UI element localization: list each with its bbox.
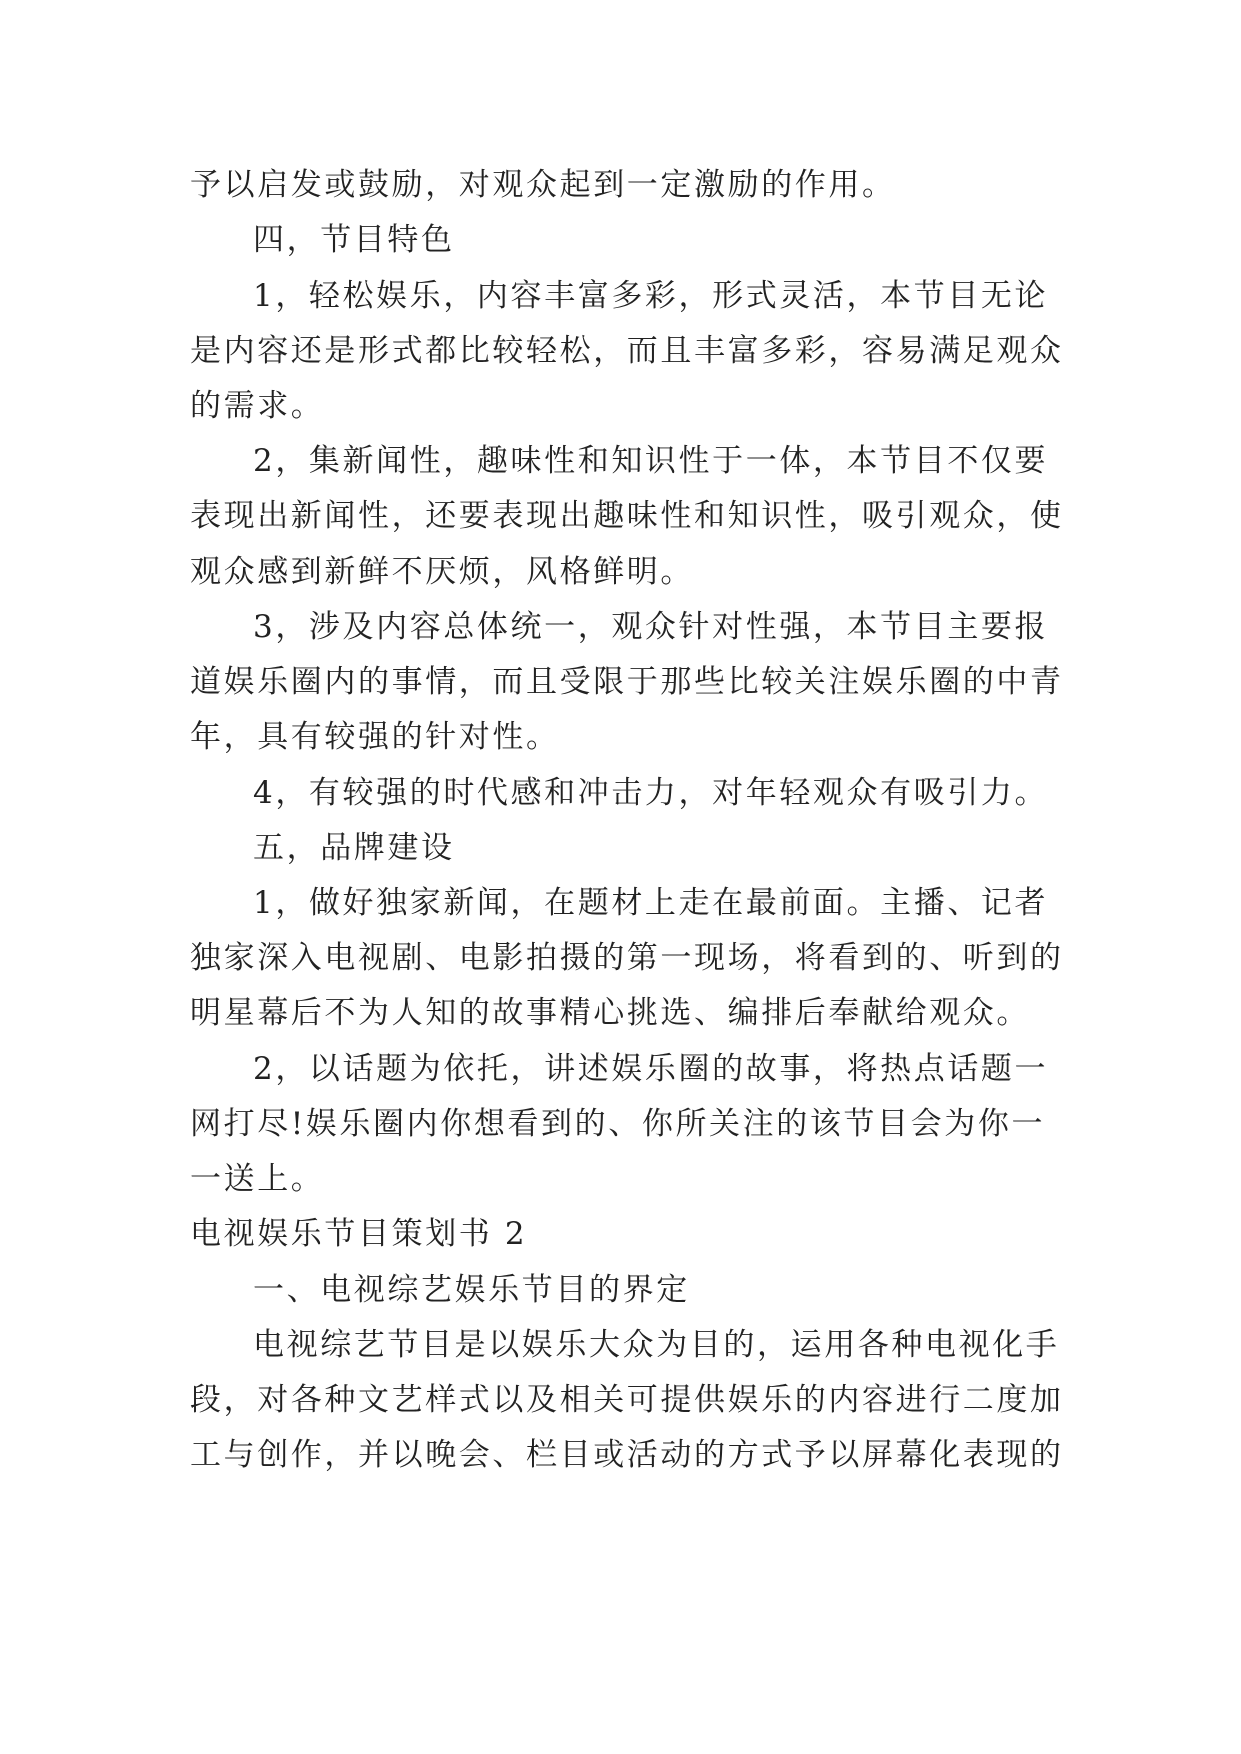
paragraph-line: 4，有较强的时代感和冲击力，对年轻观众有吸引力。 bbox=[253, 775, 1049, 811]
paragraph-line: 道娱乐圈内的事情，而且受限于那些比较关注娱乐圈的中青 bbox=[190, 664, 1064, 700]
section-heading-definition: 一、电视综艺娱乐节目的界定 bbox=[253, 1272, 690, 1308]
paragraph-line: 予以启发或鼓励，对观众起到一定激励的作用。 bbox=[190, 167, 896, 203]
paragraph-line: 工与创作，并以晚会、栏目或活动的方式予以屏幕化表现的 bbox=[190, 1437, 1064, 1473]
document-title: 电视娱乐节目策划书 2 bbox=[190, 1216, 528, 1252]
paragraph-line: 网打尽!娱乐圈内你想看到的、你所关注的该节目会为你一 bbox=[190, 1106, 1046, 1142]
paragraph-line: 1，轻松娱乐，内容丰富多彩，形式灵活，本节目无论 bbox=[253, 278, 1049, 314]
paragraph-line: 一送上。 bbox=[190, 1161, 325, 1197]
paragraph-line: 独家深入电视剧、电影拍摄的第一现场，将看到的、听到的 bbox=[190, 940, 1064, 976]
paragraph-line: 表现出新闻性，还要表现出趣味性和知识性，吸引观众，使 bbox=[190, 498, 1064, 534]
paragraph-line: 是内容还是形式都比较轻松，而且丰富多彩，容易满足观众 bbox=[190, 333, 1064, 369]
paragraph-line: 3，涉及内容总体统一，观众针对性强，本节目主要报 bbox=[253, 609, 1049, 645]
paragraph-line: 2，集新闻性，趣味性和知识性于一体，本节目不仅要 bbox=[253, 443, 1049, 479]
paragraph-line: 年，具有较强的针对性。 bbox=[190, 719, 560, 755]
paragraph-line: 明星幕后不为人知的故事精心挑选、编排后奉献给观众。 bbox=[190, 995, 1030, 1031]
paragraph-line: 1，做好独家新闻，在题材上走在最前面。主播、记者 bbox=[253, 885, 1049, 921]
section-heading-brand: 五，品牌建设 bbox=[253, 830, 455, 866]
paragraph-line: 段，对各种文艺样式以及相关可提供娱乐的内容进行二度加 bbox=[190, 1382, 1064, 1418]
section-heading-features: 四，节目特色 bbox=[253, 222, 455, 258]
paragraph-line: 观众感到新鲜不厌烦，风格鲜明。 bbox=[190, 554, 694, 590]
paragraph-line: 电视综艺节目是以娱乐大众为目的，运用各种电视化手 bbox=[253, 1327, 1060, 1363]
paragraph-line: 的需求。 bbox=[190, 388, 325, 424]
paragraph-line: 2，以话题为依托，讲述娱乐圈的故事，将热点话题一 bbox=[253, 1051, 1049, 1087]
